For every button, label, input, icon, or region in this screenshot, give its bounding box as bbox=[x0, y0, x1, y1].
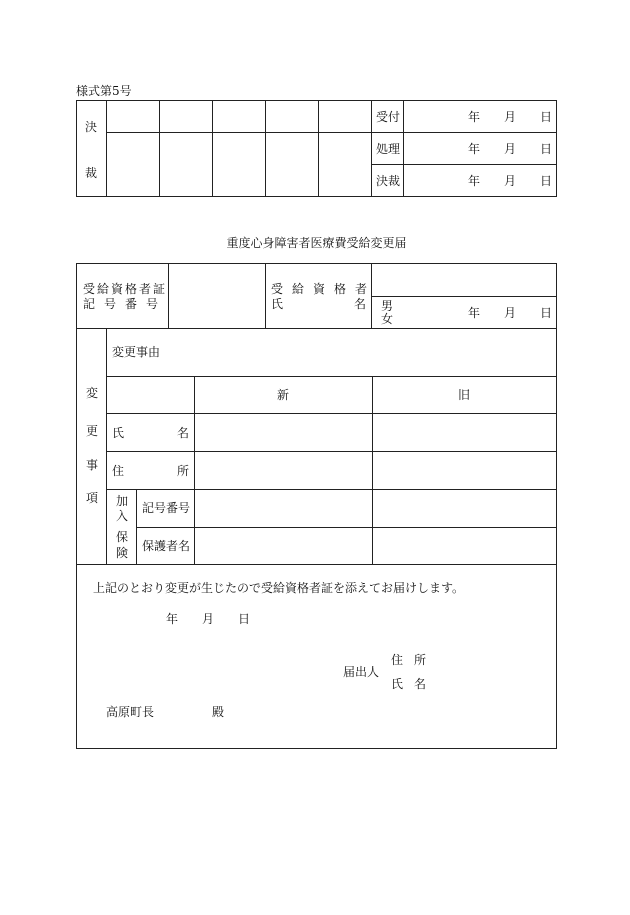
change-side-char-1: 変 bbox=[86, 386, 99, 400]
name-row-label-a: 氏 bbox=[112, 426, 125, 440]
cert-label-line2: 記号番号 bbox=[83, 297, 168, 311]
honorific: 殿 bbox=[212, 705, 225, 719]
gender-male: 男 bbox=[381, 299, 394, 313]
kessai-char-2: 裁 bbox=[85, 166, 98, 180]
recipient-name-label-line1: 受給資格者 bbox=[271, 282, 377, 296]
notice-statement: 上記のとおり変更が生じたので受給資格者証を添えてお届けします。 bbox=[93, 581, 465, 595]
gender-female: 女 bbox=[381, 312, 394, 326]
decision-year: 年 bbox=[468, 174, 481, 188]
applicant-address-a: 住 bbox=[391, 653, 404, 667]
applicant-address-b: 所 bbox=[414, 653, 427, 667]
form-number: 様式第5号 bbox=[76, 84, 132, 98]
kessai-char-1: 決 bbox=[85, 120, 98, 134]
guardian-name-label: 保護者名 bbox=[142, 539, 191, 553]
change-side-char-2: 更 bbox=[86, 424, 99, 438]
processing-label: 処理 bbox=[376, 142, 401, 156]
applicant-label: 届出人 bbox=[343, 665, 380, 679]
form-title: 重度心身障害者医療費受給変更届 bbox=[226, 236, 407, 250]
processing-month: 月 bbox=[504, 142, 517, 156]
birth-month: 月 bbox=[504, 306, 517, 320]
notice-month: 月 bbox=[202, 612, 215, 626]
receipt-month: 月 bbox=[504, 110, 517, 124]
insurance-char-4: 険 bbox=[116, 546, 129, 560]
address-row-label-a: 住 bbox=[112, 464, 125, 478]
birth-day: 日 bbox=[540, 306, 553, 320]
recipient-name-label-a: 氏 bbox=[271, 297, 284, 311]
symbol-number-label: 記号番号 bbox=[142, 501, 191, 515]
applicant-name-b: 名 bbox=[414, 677, 427, 691]
old-column-label: 旧 bbox=[458, 388, 471, 402]
notice-year: 年 bbox=[166, 612, 179, 626]
decision-day: 日 bbox=[540, 174, 553, 188]
notice-day: 日 bbox=[238, 612, 251, 626]
name-row-label-b: 名 bbox=[177, 426, 190, 440]
decision-label: 決裁 bbox=[376, 174, 401, 188]
insurance-char-3: 保 bbox=[116, 530, 129, 544]
mayor-label: 高原町長 bbox=[106, 705, 155, 719]
applicant-name-a: 氏 bbox=[391, 677, 404, 691]
change-side-char-3: 事 bbox=[86, 458, 99, 472]
receipt-day: 日 bbox=[540, 110, 553, 124]
change-reason-label: 変更事由 bbox=[112, 345, 161, 359]
processing-year: 年 bbox=[468, 142, 481, 156]
insurance-char-1: 加 bbox=[116, 494, 129, 508]
new-column-label: 新 bbox=[277, 388, 290, 402]
birth-year: 年 bbox=[468, 306, 481, 320]
recipient-name-label-b: 名 bbox=[354, 297, 367, 311]
insurance-char-2: 入 bbox=[116, 509, 129, 523]
processing-day: 日 bbox=[540, 142, 553, 156]
cert-label-line1: 受給資格者証 bbox=[83, 282, 168, 296]
receipt-year: 年 bbox=[468, 110, 481, 124]
change-side-char-4: 項 bbox=[86, 491, 99, 505]
decision-month: 月 bbox=[504, 174, 517, 188]
receipt-label: 受付 bbox=[376, 110, 401, 124]
address-row-label-b: 所 bbox=[177, 464, 190, 478]
